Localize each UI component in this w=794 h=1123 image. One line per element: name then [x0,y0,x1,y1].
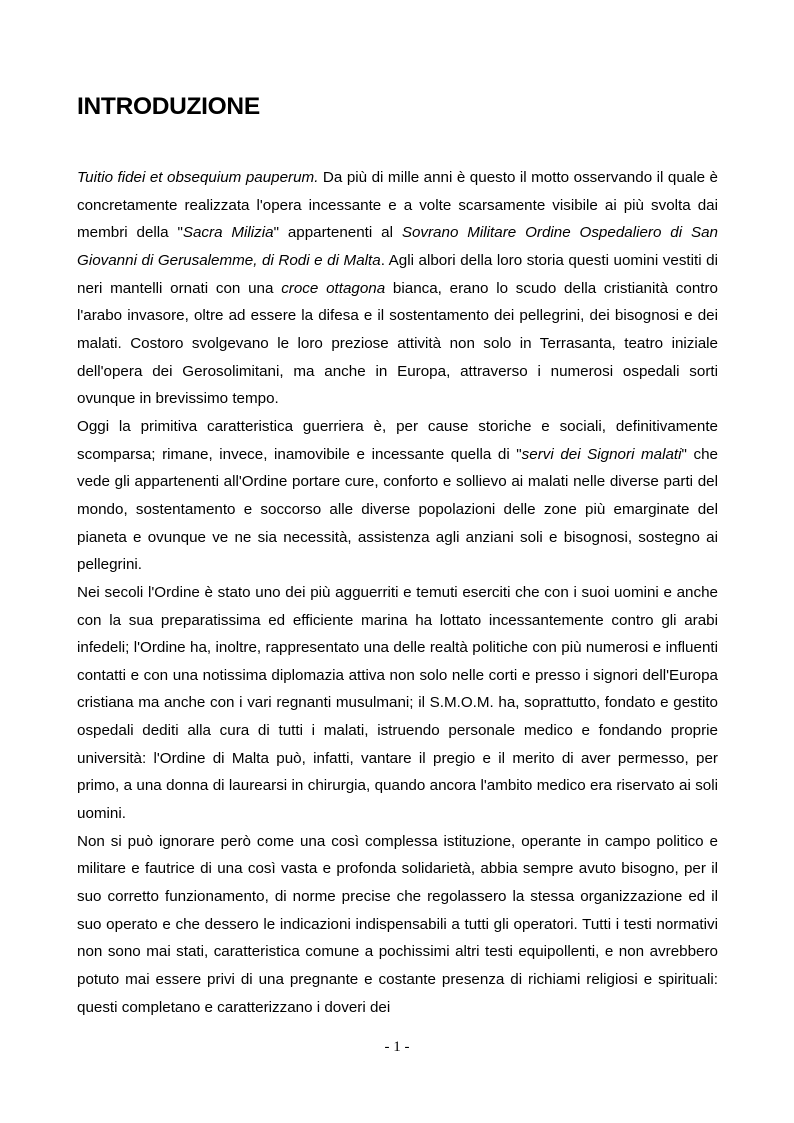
order-name: Sovrano Militare Ordine Ospedaliero di San Giovanni di Gerusalemme, di Rodi e di Malta [77,224,718,269]
text-run: bianca, erano lo scudo della cristianità contro l'arabo invasore, oltre ad essere la difesa e il sostentamento dei pellegrini, dei bisognosi e dei malati. Costoro svolgevano le loro preziose attività non solo in Terrasanta, teatro iniziale dell'opera dei Gerosolimitani, ma anche in Europa, attraverso i numerosi ospedali sorti ovunque in brevissimo tempo. [77,279,718,408]
latin-motto: Tuitio fidei et obsequium pauperum. [77,169,319,186]
text-run: " che vede gli appartenenti all'Ordine portare cure, conforto e sollievo ai malati nelle diverse parti del mondo, sostentamento e soccorso alle diverse popolazioni delle zone più emarginate del pianeta e ovunque ve ne sia necessità, assistenza agli anziani soli e bisognosi, sostegno ai pellegrini. [77,445,718,574]
page-title: INTRODUZIONE [77,93,260,120]
body-text [77,164,718,1021]
paragraph-2 [77,413,718,579]
italic-term: Sacra Milizia [182,224,274,242]
italic-term: croce ottagona [281,279,386,297]
italic-term: servi dei Signori malati [521,445,682,463]
text-run: Da più di mille anni è questo il motto osservando il quale è concretamente realizzata l'opera incessante e a volte scarsamente visibile ai più svolta dai membri della " [77,169,718,242]
paragraph-1 [77,164,718,413]
paragraph-3 [77,579,718,828]
text-run: Non si può ignorare però come una così complessa istituzione, operante in campo politico e militare e fautrice di una così vasta e profonda solidarietà, abbia sempre avuto bisogno, per il suo corretto funzionamento, di norme precise che regolassero la stessa organizzazione ed il suo operato e che dessero le indicazioni indispensabili a tutti gli operatori. Tutti i testi normativi non sono mai stati, caratteristica comune a pochissimi altri testi equipollenti, e non avrebbero potuto mai essere privi di una pregnante e costante presenza di richiami religiosi e spirituali: questi completano e caratterizzano i doveri dei [77,832,718,1016]
text-run: Oggi la primitiva caratteristica guerriera è, per cause storiche e sociali, definitivamente scomparsa; rimane, invece, inamovibile e incessante quella di " [77,417,718,463]
paragraph-4 [77,828,718,1022]
text-run: " appartenenti al [273,224,402,242]
page-number: - 1 - [384,1039,410,1055]
text-run: . Agli albori della loro storia questi uomini vestiti di neri mantelli ornati con una [77,251,718,297]
text-run: Nei secoli l'Ordine è stato uno dei più agguerriti e temuti eserciti che con i suoi uomini e anche con la sua preparatissima ed efficiente marina ha lottato incessantemente contro gli arabi infedeli; l'Ordine ha, inoltre, rappresentato una delle realtà politiche con più numerosi e influenti contatti e con una notissima diplomazia attiva non solo nelle corti e presso i signori dell'Europa cristiana ma anche con i vari regnanti musulmani; il S.M.O.M. ha, soprattutto, fondato e gestito ospedali dediti alla cura di tutti i malati, istruendo personale medico e fondando proprie università: l'Ordine di Malta può, infatti, vantare il pregio e il merito di aver permesso, per primo, a una donna di laurearsi in chirurgia, quando ancora l'ambito medico era riservato ai soli uomini. [77,583,718,823]
